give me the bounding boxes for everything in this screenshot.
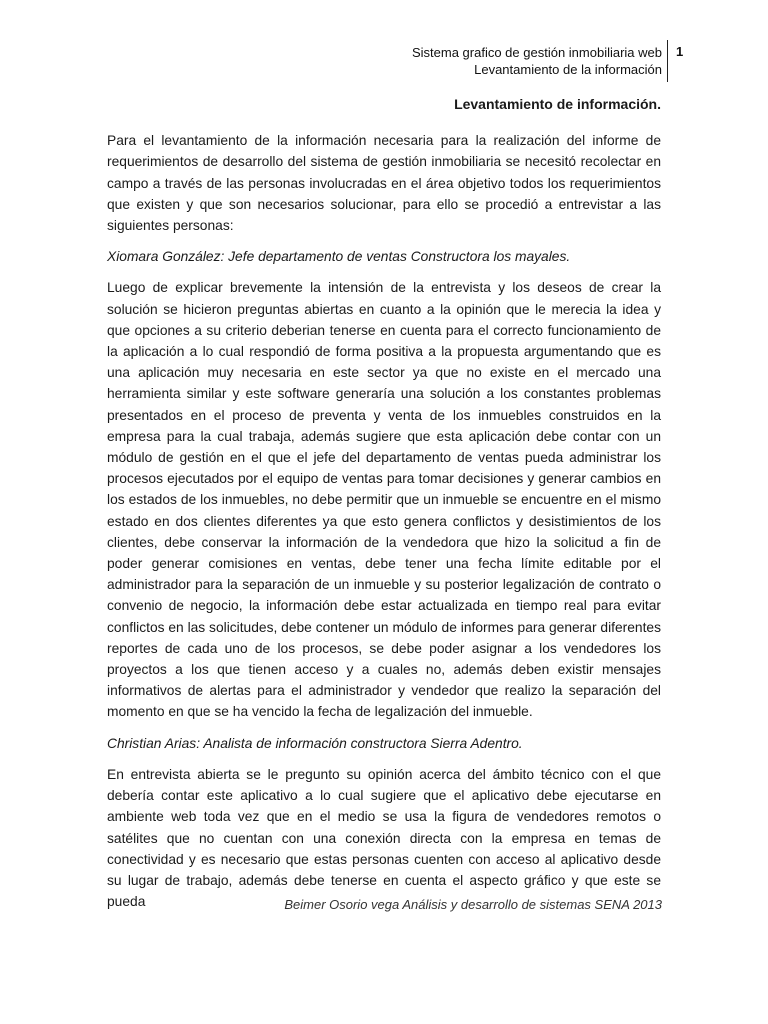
interviewee-2: Christian Arias: Analista de información constructora Sierra Adentro. (107, 735, 523, 751)
document-body (107, 94, 661, 922)
page-header (412, 44, 662, 78)
header-subtitle: Levantamiento de la información (474, 62, 662, 77)
header-title: Sistema grafico de gestión inmobiliaria web (411, 45, 662, 60)
interviewee-1: Xiomara González: Jefe departamento de ventas Constructora los mayales. (107, 249, 571, 265)
page-footer: Beimer Osorio vega Análisis y desarrollo de sistemas SENA 2013 (284, 897, 662, 912)
header-divider (667, 40, 668, 82)
interview-2-paragraph: En entrevista abierta se le pregunto su opinión acerca del ámbito técnico con el que debería contar este aplicativo a lo cual sugiere que el aplicativo debe ejecutarse en ambiente web toda vez que en el medio se usa la figura de vendedores remotos o satélites que no cuentan con una conexión directa con la empresa en temas de conectividad y es necesario que estas personas cuenten con acceso al aplicativo desde su lugar de trabajo, además debe tenerse en cuenta el aspecto gráfico y que este se pueda (107, 766, 661, 910)
interview-1-paragraph: Luego de explicar brevemente la intensión de la entrevista y los deseos de crear la solución se hicieron preguntas abiertas en cuanto a la opinión que le merecia la idea y que opciones a su criterio deberian tenerse en cuenta para el correcto funcionamiento de la aplicación a lo cual respondió de forma positiva a la propuesta argumentando que es una aplicación muy necesaria en este sector ya que no existe en el mercado una herramienta similar y este software generaría una solución a los constantes problemas presentados en el proceso de preventa y venta de los inmuebles construidos en la empresa para la cual trabaja, además sugiere que esta aplicación debe contar con un módulo de gestión en el que el jefe del departamento de ventas pueda administrar los procesos ejecutados por el equipo de ventas para tomar decisiones y generar cambios en los estados de los inmuebles, no debe permitir que un inmueble se encuentre en el mismo estado en dos clientes diferentes ya que esto genera conflictos y desistimientos de los clientes, debe conservar la información de la vendedora que hizo la solicitud a fin de poder generar comisiones en ventas, debe tener una fecha límite editable por el administrador para la separación de un inmueble y su posterior legalización de contrato o convenio de negocio, la información debe estar actualizada en tiempo real para evitar conflictos en las solicitudes, debe contener un módulo de informes para generar diferentes reportes de cada uno de los procesos, se debe poder asignar a los vendedores los proyectos a los que tienen acceso y a cuales no, además deben existir mensajes informativos de alertas para el administrador y vendedor que realizo la separación del momento en que se ha vencido la fecha de legalización del inmueble. (107, 280, 661, 720)
intro-paragraph: Para el levantamiento de la información necesaria para la realización del informe de requerimientos de desarrollo del sistema de gestión inmobiliaria se necesitó recolectar en campo a través de las personas involucradas en el área objetivo todos los requerimientos que existen y que son necesarios solucionar, para ello se procedió a entrevistar a las siguientes personas: (107, 133, 661, 234)
page-number: 1 (676, 44, 684, 59)
section-heading: Levantamiento de información. (454, 96, 661, 112)
